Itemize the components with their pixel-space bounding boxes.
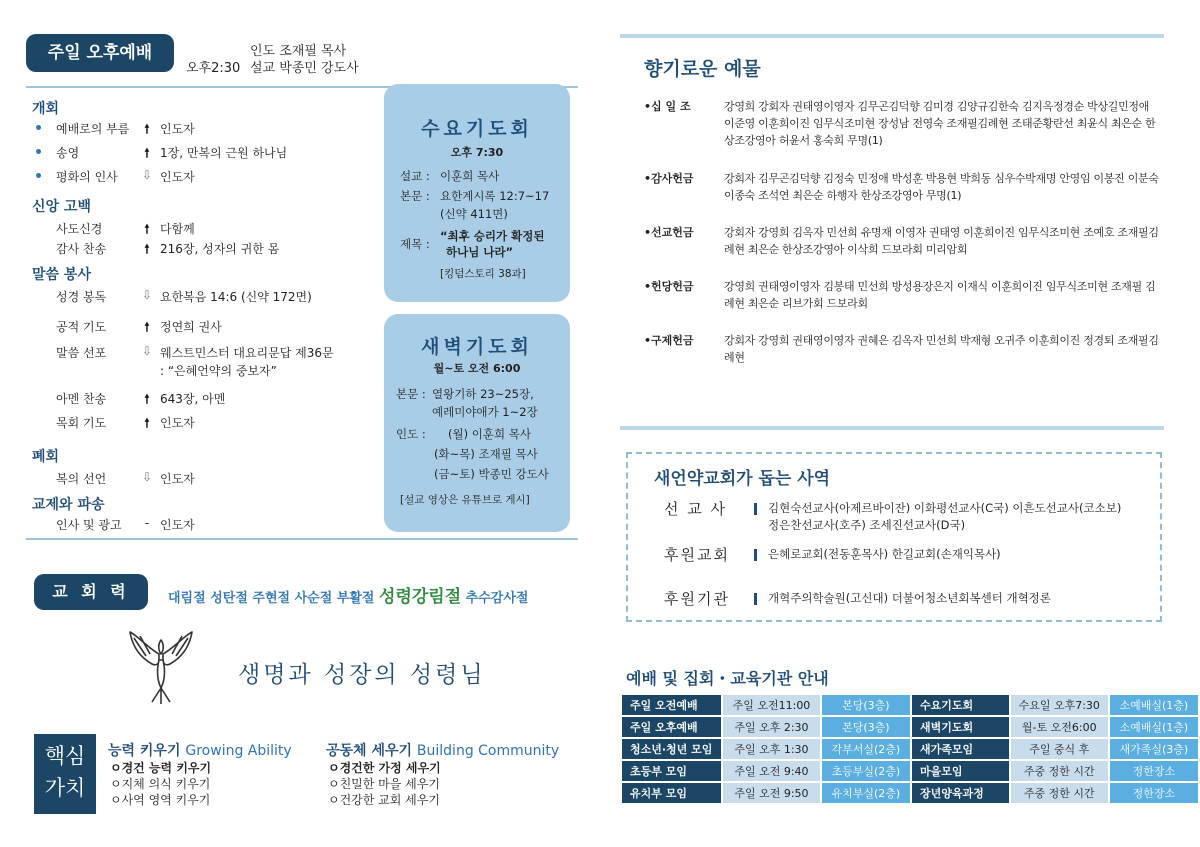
offering-names: 강회자 김무곤김덕향 김정숙 민정애 박성훈 박용현 박희동 심우수박재명 안영임 이봉진 이분숙 이종숙 조석연 최은순 하행자 한상조강영아 무명(1) <box>724 172 1159 202</box>
bullet-icon <box>36 125 41 130</box>
dawn-text: 예레미야애가 1~2장 <box>432 405 538 419</box>
value-title-ko: 공동체 세우기 <box>326 743 413 759</box>
offering-label: •구제헌금 <box>644 334 694 347</box>
item-name: 인사 및 광고 <box>56 518 122 532</box>
item-desc: 웨스트민스터 대요리문답 제36문 <box>160 346 334 360</box>
offering-row <box>644 170 1164 206</box>
mission-label: 선 교 사 <box>664 500 728 518</box>
mission-row <box>664 498 1154 538</box>
value-item: ㅇ경건 능력 키우기 <box>110 761 212 775</box>
arrow-down-icon: ⇩ <box>141 288 153 302</box>
label: 본문 : <box>396 387 426 401</box>
label: 제목 : <box>400 237 430 251</box>
dash-icon: - <box>144 516 150 530</box>
wednesday-series: [킹덤스토리 38과] <box>440 268 526 280</box>
schedule-time: 주일 오전 9:40 <box>723 761 819 781</box>
mission-label: 후원기관 <box>664 590 730 608</box>
mission-value-line: 정은찬선교사(호주) 조세진선교사(D국) <box>768 518 966 532</box>
core-values-title: 가치 <box>44 776 86 800</box>
dawn-text: 열왕기하 23~25장, <box>432 387 534 401</box>
value-item: ㅇ경건한 가정 세우기 <box>328 761 441 775</box>
offering-names: 강영희 강회자 권태영이영자 김무곤김덕향 김미경 김양규김한숙 김지옥정경순 박상길민정애 이준영 이훈희이진 임무식조미현 장성남 전영숙 조재필김례현 조태준황란선 최윤식 최은순 한상조강영아 허윤서 홍숙희 무명(1) <box>724 100 1156 147</box>
schedule-place: 소예배실(1층) <box>1110 717 1198 737</box>
offering-row <box>644 278 1164 314</box>
label: 설교 : <box>400 169 430 183</box>
value-community-heading <box>326 740 559 760</box>
value-title-en: Growing Ability <box>185 743 292 759</box>
schedule-row <box>622 717 1198 737</box>
calendar-theme: 생명과 성장의 성령님 <box>238 662 486 688</box>
calendar-seasons <box>168 582 528 607</box>
arrow-up-icon: 🠕 <box>144 222 150 236</box>
item-name: 송영 <box>56 146 80 160</box>
schedule-place: 정한장소 <box>1110 783 1198 803</box>
mission-value <box>768 500 1188 534</box>
item-desc: 643장, 아멘 <box>160 392 226 406</box>
item-desc: 인도자 <box>160 416 195 430</box>
schedule-event: 장년양육과정 <box>912 783 1009 803</box>
mission-row <box>664 544 1154 566</box>
wednesday-preacher: 이훈희 목사 <box>440 169 500 183</box>
mission-label: 후원교회 <box>664 546 730 564</box>
schedule-event: 청소년·청년 모임 <box>622 739 721 759</box>
schedule-event: 주일 오전예배 <box>622 695 721 715</box>
schedule-row <box>622 761 1198 781</box>
schedule-place: 본당(3층) <box>822 717 910 737</box>
missions-title: 새언약교회가 돕는 사역 <box>654 469 831 489</box>
bullet-icon <box>36 149 41 154</box>
item-name: 감사 찬송 <box>56 242 107 256</box>
section-opening: 개회 <box>32 101 60 117</box>
mission-value-line: 김현숙선교사(아제르바이잔) 이화평선교사(C국) 이흔도선교사(코소보) <box>768 501 1122 515</box>
dawn-leader: (금~토) 박종민 강도사 <box>434 467 549 481</box>
schedule-event: 초등부 모임 <box>622 761 721 781</box>
core-values-title: 핵심 <box>44 744 86 768</box>
wednesday-text: 요한계시록 12:7~17 <box>440 189 550 203</box>
schedule-place: 각부서실(2층) <box>822 739 910 759</box>
schedule-place: 새가족실(3층) <box>1110 739 1198 759</box>
arrow-down-icon: ⇩ <box>141 344 153 358</box>
current-season: 성령강림절 <box>379 587 462 607</box>
schedule-table <box>620 693 1200 805</box>
bullet-icon <box>36 173 41 178</box>
schedule-time: 주중 정한 시간 <box>1011 783 1108 803</box>
offerings-bottom-rule <box>620 426 1164 430</box>
arrow-up-icon: 🠕 <box>144 242 150 256</box>
schedule-event: 주일 오후예배 <box>622 717 721 737</box>
offerings-top-rule <box>620 34 1164 38</box>
wednesday-title: 수요기도회 <box>421 118 533 140</box>
service-title: 주일 오후예배 <box>26 34 174 72</box>
arrow-up-icon: 🠕 <box>144 416 150 430</box>
offerings-title: 향기로운 예물 <box>644 58 761 80</box>
value-item: ㅇ친밀한 마을 세우기 <box>328 777 440 791</box>
value-title-en: Building Community <box>416 743 560 759</box>
item-desc: 1장, 만복의 근원 하나님 <box>160 146 288 160</box>
offering-row <box>644 224 1164 260</box>
arrow-up-icon: 🠕 <box>144 122 150 136</box>
calendar-title: 교 회 력 <box>34 574 148 610</box>
section-confession: 신앙 고백 <box>32 199 91 215</box>
dawn-leader: (월) 이훈희 목사 <box>448 427 531 441</box>
offering-row <box>644 98 1164 150</box>
schedule-title: 예배 및 집회・교육기관 안내 <box>626 669 829 688</box>
wednesday-text-page: (신약 411면) <box>440 207 508 221</box>
schedule-event: 유치부 모임 <box>622 783 721 803</box>
offering-names: 강영희 권태영이영자 김봉태 민선희 방성용장은지 이재식 이훈희이진 임무식조미현 조재필 김례현 최은순 리브가회 드보라회 <box>724 280 1156 310</box>
arrow-up-icon: 🠕 <box>144 320 150 334</box>
arrow-up-icon: 🠕 <box>144 146 150 160</box>
item-desc: : “은혜언약의 중보자” <box>160 364 277 378</box>
dove-icon <box>128 630 194 706</box>
schedule-place: 초등부실(2층) <box>822 761 910 781</box>
missions-box <box>626 452 1162 622</box>
arrow-up-icon: 🠕 <box>144 392 150 406</box>
label: 인도 : <box>396 427 426 441</box>
value-item: ㅇ사역 영역 키우기 <box>110 793 211 807</box>
wednesday-topic: 하나님 나라” <box>446 245 514 259</box>
mission-value: 은혜로교회(전동훈목사) 한길교회(손재익목사) <box>768 547 1001 561</box>
schedule-place: 본당(3층) <box>822 695 910 715</box>
arrow-down-icon: ⇩ <box>141 168 153 182</box>
value-ability-heading <box>108 740 292 760</box>
schedule-time: 주중 정한 시간 <box>1011 761 1108 781</box>
offering-names: 강회자 강영희 김옥자 민선희 유명재 이영자 권태영 이훈희이진 임무식조미현 조예호 조재필김례현 최은순 한상조강영아 이삭희 드보라회 미리암회 <box>724 226 1159 256</box>
wednesday-prayer-card <box>384 84 570 302</box>
schedule-event: 수요기도회 <box>912 695 1009 715</box>
item-name: 아멘 찬송 <box>56 392 107 406</box>
item-desc: 인도자 <box>160 170 195 184</box>
offering-label: •선교헌금 <box>644 226 694 239</box>
mission-row <box>664 588 1154 610</box>
item-desc: 요한복음 14:6 (신약 172면) <box>160 290 312 304</box>
item-name: 사도신경 <box>56 222 103 236</box>
item-desc: 정연희 권사 <box>160 320 222 334</box>
dawn-leader: (화~목) 조재필 목사 <box>434 447 538 461</box>
service-time: 오후2:30 <box>186 61 241 76</box>
schedule-time: 주일 중식 후 <box>1011 739 1108 759</box>
offering-names: 강회자 강영희 권태영이영자 권혜은 김옥자 민선희 박재형 오귀주 이훈희이진 정경퇴 조재필김례현 <box>724 334 1159 364</box>
schedule-place: 소예배실(1층) <box>1110 695 1198 715</box>
item-desc: 다함께 <box>160 222 195 236</box>
dawn-note: [설교 영상은 유튜브로 게시] <box>400 494 530 506</box>
item-desc: 인도자 <box>160 122 195 136</box>
schedule-event: 새가족모임 <box>912 739 1009 759</box>
offering-label: •십 일 조 <box>644 100 691 113</box>
wednesday-time: 오후 7:30 <box>450 146 504 159</box>
section-fellowship: 교제와 파송 <box>32 497 105 513</box>
bar-marker <box>754 593 757 605</box>
season-list: 추수감사절 <box>465 591 529 606</box>
item-name: 평화의 인사 <box>56 170 118 184</box>
item-desc: 인도자 <box>160 518 195 532</box>
dawn-title: 새벽기도회 <box>421 336 533 358</box>
value-item: ㅇ지체 의식 키우기 <box>110 777 211 791</box>
dawn-time: 월~토 오전 6:00 <box>433 362 521 375</box>
schedule-row <box>622 783 1198 803</box>
item-name: 말씀 선포 <box>56 346 107 360</box>
offering-label: •헌당헌금 <box>644 280 694 293</box>
service-leader: 인도 조재필 목사 <box>250 44 347 59</box>
schedule-time: 월-토 오전6:00 <box>1011 717 1108 737</box>
schedule-time: 주일 오후 2:30 <box>723 717 819 737</box>
bar-marker <box>754 503 757 515</box>
schedule-time: 주일 오전11:00 <box>723 695 819 715</box>
offering-row <box>644 332 1164 364</box>
service-preacher: 설교 박종민 강도사 <box>250 61 359 76</box>
schedule-event: 마을모임 <box>912 761 1009 781</box>
item-name: 목회 기도 <box>56 416 107 430</box>
label: 본문 : <box>400 189 430 203</box>
item-name: 공적 기도 <box>56 320 107 334</box>
schedule-place: 유치부실(2층) <box>822 783 910 803</box>
offering-label: •감사헌금 <box>644 172 694 185</box>
section-closing: 폐회 <box>32 449 60 465</box>
mission-value: 개혁주의학술원(고신대) 더불어청소년회복센터 개혁정론 <box>768 591 1051 605</box>
season-list: 대림절 성탄절 주현절 사순절 부활절 <box>168 591 375 606</box>
section-word: 말씀 봉사 <box>32 267 91 283</box>
item-desc: 인도자 <box>160 472 195 486</box>
item-desc: 216장, 성자의 귀한 몸 <box>160 242 280 256</box>
item-name: 복의 선언 <box>56 472 107 486</box>
arrow-down-icon: ⇩ <box>141 470 153 484</box>
item-name: 성경 봉독 <box>56 290 107 304</box>
schedule-time: 수요일 오후7:30 <box>1011 695 1108 715</box>
wednesday-topic: “최후 승리가 확정된 <box>440 229 545 243</box>
schedule-row <box>622 695 1198 715</box>
schedule-event: 새벽기도회 <box>912 717 1009 737</box>
schedule-row <box>622 739 1198 759</box>
core-values-box <box>34 734 96 814</box>
value-item: ㅇ건강한 교회 세우기 <box>328 793 440 807</box>
bar-marker <box>754 549 757 561</box>
schedule-place: 정한장소 <box>1110 761 1198 781</box>
item-name: 예배로의 부름 <box>56 122 130 136</box>
value-title-ko: 능력 키우기 <box>108 743 181 759</box>
schedule-time: 주일 오후 1:30 <box>723 739 819 759</box>
schedule-time: 주일 오전 9:50 <box>723 783 819 803</box>
dawn-prayer-card <box>384 314 570 532</box>
